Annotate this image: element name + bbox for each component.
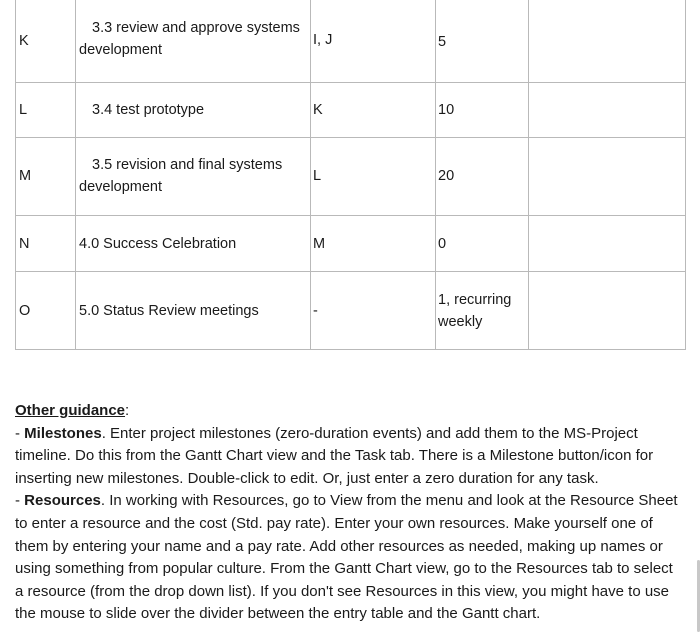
task-id-cell (16, 0, 76, 83)
duration: 10 (438, 102, 455, 118)
task-id: O (19, 302, 31, 319)
guidance-heading: Other guidance (15, 402, 126, 419)
task-name-cell (76, 216, 311, 272)
predecessor: K (313, 102, 323, 118)
duration: 0 (438, 235, 447, 252)
guidance-section (15, 400, 685, 626)
predecessor-cell (311, 216, 436, 272)
duration: 5 (438, 34, 447, 50)
task-name-line2: development (79, 179, 163, 195)
task-id: M (19, 168, 32, 184)
task-name-line1: 3.5 revision and final systems (92, 157, 283, 173)
duration-line2: weekly (438, 313, 483, 330)
resources-cell (529, 83, 686, 138)
milestones-label: Milestones (24, 424, 102, 442)
duration-cell (436, 138, 529, 216)
table-row (16, 138, 686, 216)
guidance-heading-suffix: : (125, 402, 130, 419)
table-row (16, 216, 686, 272)
predecessor: I, J (313, 32, 333, 48)
task-table (15, 0, 686, 350)
task-name-cell (76, 138, 311, 216)
task-name-cell (76, 272, 311, 350)
task-name-cell (76, 0, 311, 83)
duration: 1, recurring (438, 291, 512, 308)
predecessor-cell (311, 83, 436, 138)
predecessor: M (313, 235, 326, 252)
table-row (16, 272, 686, 350)
predecessor-cell (311, 138, 436, 216)
task-name-line2: development (79, 42, 163, 58)
guidance-heading-line (15, 400, 685, 423)
table-row (16, 83, 686, 138)
resources-label: Resources (24, 492, 101, 510)
task-name-line1: 3.4 test prototype (92, 102, 205, 118)
task-id: L (19, 102, 28, 118)
milestones-text: . Enter project milestones (zero-duration events) and add them to the MS-Project timeline. Do this from the Gantt Chart view and the Task tab. There is a Milestone button/icon for inserting new milestones. Double-click to edit. Or, just enter a zero duration for any task. (15, 424, 654, 487)
resources-cell (529, 0, 686, 83)
milestones-prefix: - (15, 424, 25, 442)
duration: 20 (438, 168, 455, 184)
task-name-line1: 5.0 Status Review meetings (79, 302, 259, 319)
task-id-cell (16, 272, 76, 350)
task-id-cell (16, 138, 76, 216)
task-id: N (19, 235, 30, 252)
milestones-paragraph (15, 423, 685, 491)
resources-prefix: - (15, 492, 25, 510)
resources-text: . In working with Resources, go to View from the menu and look at the Resource Sheet to enter a resource and the cost (Std. pay rate). Enter your own resources. Make yourself one of them by entering your name and a pay rate. Add other resources as needed, making up names or using something from popular culture. From the Gantt Chart view, go to the Resources tab to select a resource (from the drop down list). If you don't see Resources in this view, you might have to use the mouse to slide over the divider between the entry table and the Gantt chart. (15, 492, 678, 623)
predecessor-cell (311, 0, 436, 83)
duration-cell (436, 0, 529, 83)
task-name-line1: 3.3 review and approve systems (92, 20, 300, 36)
resources-cell (529, 216, 686, 272)
task-name-cell (76, 83, 311, 138)
predecessor: - (313, 302, 318, 319)
table-row (16, 0, 686, 83)
resources-cell (529, 272, 686, 350)
task-name-line1: 4.0 Success Celebration (79, 235, 237, 252)
resources-cell (529, 138, 686, 216)
task-id-cell (16, 216, 76, 272)
task-id: K (19, 33, 29, 49)
duration-cell (436, 272, 529, 350)
task-id-cell (16, 83, 76, 138)
predecessor: L (313, 168, 322, 184)
duration-cell (436, 216, 529, 272)
resources-paragraph (15, 490, 685, 626)
duration-cell (436, 83, 529, 138)
predecessor-cell (311, 272, 436, 350)
